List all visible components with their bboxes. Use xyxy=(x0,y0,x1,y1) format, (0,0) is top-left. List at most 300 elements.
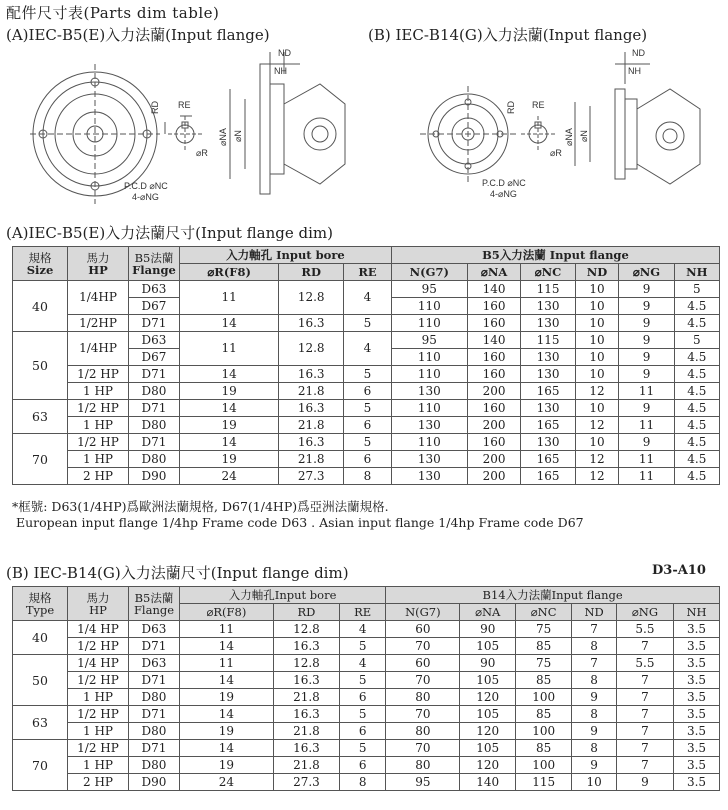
cell-n: 80 xyxy=(386,757,460,774)
cell-na: 120 xyxy=(460,723,515,740)
cell-flange: D90 xyxy=(129,774,180,791)
cell-nd: 8 xyxy=(572,740,617,757)
cell-flange: D71 xyxy=(129,740,180,757)
cell-na: 140 xyxy=(467,281,521,298)
cell-re: 5 xyxy=(340,672,386,689)
cell-rd: 21.8 xyxy=(279,417,344,434)
cell-r: 11 xyxy=(180,655,274,672)
cell-r: 14 xyxy=(180,434,279,451)
cell-flange: D67 xyxy=(129,349,180,366)
cell-re: 5 xyxy=(344,434,392,451)
cell-flange: D63 xyxy=(129,655,180,672)
cell-hp: 1/2 HP xyxy=(68,638,129,655)
cell-size: 63 xyxy=(13,706,68,740)
cell-na: 160 xyxy=(467,366,521,383)
cell-hp: 1 HP xyxy=(68,383,129,400)
table-row xyxy=(13,757,720,774)
cell-hp: 1/2 HP xyxy=(68,740,129,757)
cell-size: 63 xyxy=(13,400,68,434)
cell-flange: D63 xyxy=(129,621,180,638)
cell-nd: 9 xyxy=(572,757,617,774)
cell-hp: 1/4 HP xyxy=(68,655,129,672)
flange-drawing-a xyxy=(20,44,360,214)
cell-rd: 16.3 xyxy=(273,638,339,655)
label-r-b: ⌀R xyxy=(550,148,562,158)
cell-hp: 1/2 HP xyxy=(68,434,129,451)
cell-n: 130 xyxy=(391,468,467,485)
cell-r: 14 xyxy=(180,706,274,723)
cell-size: 50 xyxy=(13,655,68,706)
cell-flange: D63 xyxy=(129,332,180,349)
col-flange-b-en: Flange xyxy=(133,602,175,617)
cell-nh: 4.5 xyxy=(674,434,719,451)
cell-size: 50 xyxy=(13,332,68,400)
cell-re: 4 xyxy=(344,281,392,315)
cell-ng: 7 xyxy=(616,672,673,689)
col-size-en: Size xyxy=(26,262,54,277)
cell-nh: 3.5 xyxy=(673,621,719,638)
label-nd: ND xyxy=(278,48,291,58)
cell-rd: 21.8 xyxy=(273,757,339,774)
table-row xyxy=(13,672,720,689)
col-flange-b xyxy=(129,587,180,621)
group-input-flange: B5入力法蘭 Input flange xyxy=(391,247,719,264)
cell-nd: 9 xyxy=(572,689,617,706)
cell-ng: 7 xyxy=(616,638,673,655)
table-row xyxy=(13,400,720,417)
cell-na: 105 xyxy=(460,638,515,655)
label-na-b: ⌀NA xyxy=(564,128,574,146)
cell-nd: 10 xyxy=(575,298,619,315)
cell-re: 6 xyxy=(340,757,386,774)
cell-na: 160 xyxy=(467,298,521,315)
cell-nh: 4.5 xyxy=(674,366,719,383)
cell-hp: 1 HP xyxy=(68,451,129,468)
cell-n: 60 xyxy=(386,621,460,638)
table-a-title: (A)IEC-B5(E)入力法蘭尺寸(Input flange dim) xyxy=(6,224,334,242)
cell-r: 24 xyxy=(180,774,274,791)
col-size xyxy=(13,247,68,281)
cell-na: 120 xyxy=(460,757,515,774)
col-re-b: RE xyxy=(340,604,386,621)
cell-nd: 10 xyxy=(575,332,619,349)
cell-n: 70 xyxy=(386,638,460,655)
table-a xyxy=(12,246,720,485)
cell-ng: 9 xyxy=(619,315,674,332)
cell-r: 19 xyxy=(180,417,279,434)
cell-re: 6 xyxy=(344,383,392,400)
cell-rd: 21.8 xyxy=(279,451,344,468)
cell-ng: 9 xyxy=(616,774,673,791)
cell-hp: 1/2 HP xyxy=(68,400,129,417)
cell-hp: 1 HP xyxy=(68,417,129,434)
table-row xyxy=(13,621,720,638)
col-nh-b: NH xyxy=(673,604,719,621)
cell-na: 105 xyxy=(460,740,515,757)
cell-n: 80 xyxy=(386,723,460,740)
cell-r: 14 xyxy=(180,366,279,383)
cell-nh: 3.5 xyxy=(673,655,719,672)
cell-na: 160 xyxy=(467,434,521,451)
cell-na: 160 xyxy=(467,315,521,332)
cell-n: 130 xyxy=(391,451,467,468)
col-n: N(G7) xyxy=(391,264,467,281)
cell-re: 8 xyxy=(340,774,386,791)
cell-hp: 1/2HP xyxy=(68,315,129,332)
cell-nh: 5 xyxy=(674,332,719,349)
cell-ng: 9 xyxy=(619,349,674,366)
cell-ng: 11 xyxy=(619,451,674,468)
group-input-bore-b: 入力軸孔Input bore xyxy=(180,587,386,604)
cell-r: 19 xyxy=(180,451,279,468)
col-r-b: ⌀R(F8) xyxy=(180,604,274,621)
cell-nc: 130 xyxy=(521,366,575,383)
cell-rd: 16.3 xyxy=(279,434,344,451)
cell-ng: 11 xyxy=(619,468,674,485)
cell-ng: 9 xyxy=(619,366,674,383)
cell-ng: 11 xyxy=(619,383,674,400)
col-nc-b: ⌀NC xyxy=(515,604,571,621)
label-pcd-b: P.C.D ⌀NC xyxy=(482,178,526,188)
cell-hp: 1/4HP xyxy=(68,332,129,366)
page-code: D3-A10 xyxy=(652,563,706,578)
cell-nc: 100 xyxy=(515,689,571,706)
cell-nd: 12 xyxy=(575,383,619,400)
cell-hp: 1 HP xyxy=(68,723,129,740)
cell-nc: 130 xyxy=(521,434,575,451)
table-row xyxy=(13,315,720,332)
col-type-en: Type xyxy=(25,602,55,617)
cell-nc: 100 xyxy=(515,723,571,740)
cell-n: 130 xyxy=(391,417,467,434)
note-en: European input flange 1/4hp Frame code D63 . Asian input flange 1/4hp Frame code D67 xyxy=(16,515,584,530)
table-row xyxy=(13,366,720,383)
cell-nh: 4.5 xyxy=(674,349,719,366)
cell-n: 110 xyxy=(391,400,467,417)
cell-nc: 75 xyxy=(515,655,571,672)
col-ng: ⌀NG xyxy=(619,264,674,281)
cell-size: 40 xyxy=(13,621,68,655)
cell-nc: 85 xyxy=(515,706,571,723)
cell-re: 5 xyxy=(340,706,386,723)
cell-na: 160 xyxy=(467,349,521,366)
cell-n: 70 xyxy=(386,672,460,689)
table-row xyxy=(13,723,720,740)
col-nc: ⌀NC xyxy=(521,264,575,281)
table-row xyxy=(13,332,720,349)
cell-rd: 16.3 xyxy=(279,366,344,383)
cell-na: 200 xyxy=(467,468,521,485)
col-re: RE xyxy=(344,264,392,281)
cell-ng: 5.5 xyxy=(616,621,673,638)
cell-nc: 115 xyxy=(521,332,575,349)
label-na: ⌀NA xyxy=(218,128,228,146)
label-nd-b: ND xyxy=(632,48,645,58)
cell-flange: D71 xyxy=(129,706,180,723)
cell-na: 200 xyxy=(467,417,521,434)
cell-hp: 1/2 HP xyxy=(68,672,129,689)
cell-rd: 16.3 xyxy=(273,706,339,723)
label-nh-b: NH xyxy=(628,66,641,76)
cell-r: 19 xyxy=(180,383,279,400)
cell-rd: 21.8 xyxy=(273,723,339,740)
cell-flange: D71 xyxy=(129,434,180,451)
col-na-b: ⌀NA xyxy=(460,604,515,621)
cell-hp: 2 HP xyxy=(68,468,129,485)
flange-drawing-b xyxy=(400,44,720,214)
label-re-b: RE xyxy=(532,100,545,110)
table-row xyxy=(13,689,720,706)
cell-n: 95 xyxy=(386,774,460,791)
col-type-cn: 規格 xyxy=(28,590,52,605)
cell-r: 11 xyxy=(180,621,274,638)
cell-size: 40 xyxy=(13,281,68,332)
cell-nd: 8 xyxy=(572,672,617,689)
cell-rd: 16.3 xyxy=(279,400,344,417)
cell-nc: 165 xyxy=(521,417,575,434)
cell-nh: 4.5 xyxy=(674,451,719,468)
cell-flange: D80 xyxy=(129,689,180,706)
cell-ng: 7 xyxy=(616,757,673,774)
cell-hp: 1/2 HP xyxy=(68,366,129,383)
label-ng: 4-⌀NG xyxy=(132,192,159,202)
table-row xyxy=(13,706,720,723)
col-na: ⌀NA xyxy=(467,264,521,281)
col-flange xyxy=(129,247,180,281)
col-hp-cn: 馬力 xyxy=(86,250,110,265)
cell-nd: 10 xyxy=(575,434,619,451)
cell-rd: 27.3 xyxy=(273,774,339,791)
table-row xyxy=(13,638,720,655)
cell-flange: D80 xyxy=(129,451,180,468)
cell-nd: 12 xyxy=(575,468,619,485)
cell-nh: 5 xyxy=(674,281,719,298)
cell-nc: 130 xyxy=(521,349,575,366)
cell-ng: 5.5 xyxy=(616,655,673,672)
col-hp-en: HP xyxy=(88,262,108,277)
cell-hp: 1 HP xyxy=(68,757,129,774)
cell-re: 4 xyxy=(340,621,386,638)
cell-ng: 9 xyxy=(619,434,674,451)
cell-flange: D63 xyxy=(129,281,180,298)
cell-flange: D71 xyxy=(129,638,180,655)
col-flange-en: Flange xyxy=(132,262,176,277)
cell-ng: 7 xyxy=(616,740,673,757)
cell-nc: 115 xyxy=(521,281,575,298)
cell-size: 70 xyxy=(13,434,68,485)
cell-ng: 9 xyxy=(619,298,674,315)
table-row xyxy=(13,774,720,791)
cell-na: 90 xyxy=(460,655,515,672)
cell-n: 70 xyxy=(386,706,460,723)
cell-re: 5 xyxy=(344,315,392,332)
cell-n: 70 xyxy=(386,740,460,757)
cell-re: 4 xyxy=(344,332,392,366)
col-r: ⌀R(F8) xyxy=(180,264,279,281)
cell-nd: 10 xyxy=(575,315,619,332)
cell-rd: 12.8 xyxy=(279,281,344,315)
label-r: ⌀R xyxy=(196,148,208,158)
cell-ng: 9 xyxy=(619,281,674,298)
label-n-b: ⌀N xyxy=(579,130,589,142)
cell-flange: D80 xyxy=(129,723,180,740)
cell-na: 90 xyxy=(460,621,515,638)
table-row xyxy=(13,383,720,400)
cell-r: 19 xyxy=(180,757,274,774)
cell-flange: D71 xyxy=(129,315,180,332)
table-row xyxy=(13,417,720,434)
cell-nd: 9 xyxy=(572,723,617,740)
cell-flange: D90 xyxy=(129,468,180,485)
cell-na: 200 xyxy=(467,383,521,400)
cell-nh: 3.5 xyxy=(673,740,719,757)
cell-n: 80 xyxy=(386,689,460,706)
cell-nd: 12 xyxy=(575,417,619,434)
cell-r: 14 xyxy=(180,638,274,655)
col-ng-b: ⌀NG xyxy=(616,604,673,621)
note-cn: *框號: D63(1/4HP)爲歐洲法蘭規格, D67(1/4HP)爲亞洲法蘭規格. xyxy=(12,499,389,514)
cell-r: 19 xyxy=(180,723,274,740)
cell-nh: 3.5 xyxy=(673,672,719,689)
col-nh: NH xyxy=(674,264,719,281)
label-n: ⌀N xyxy=(233,130,243,142)
cell-nh: 4.5 xyxy=(674,315,719,332)
cell-nc: 100 xyxy=(515,757,571,774)
col-rd-b: RD xyxy=(273,604,339,621)
cell-na: 200 xyxy=(467,451,521,468)
cell-r: 14 xyxy=(180,315,279,332)
cell-n: 110 xyxy=(391,315,467,332)
cell-re: 5 xyxy=(344,400,392,417)
label-pcd: P.C.D ⌀NC xyxy=(124,181,168,191)
cell-nh: 4.5 xyxy=(674,417,719,434)
cell-n: 60 xyxy=(386,655,460,672)
col-type xyxy=(13,587,68,621)
label-re: RE xyxy=(178,100,191,110)
label-rd: RD xyxy=(150,101,160,114)
cell-nh: 3.5 xyxy=(673,774,719,791)
cell-r: 14 xyxy=(180,740,274,757)
cell-nc: 165 xyxy=(521,451,575,468)
cell-nc: 165 xyxy=(521,468,575,485)
section-b-title: (B) IEC-B14(G)入力法蘭(Input flange) xyxy=(368,26,648,44)
cell-re: 5 xyxy=(340,740,386,757)
cell-na: 140 xyxy=(467,332,521,349)
cell-nd: 10 xyxy=(575,400,619,417)
cell-size: 70 xyxy=(13,740,68,791)
cell-nd: 10 xyxy=(575,349,619,366)
cell-rd: 16.3 xyxy=(273,740,339,757)
cell-nd: 10 xyxy=(575,281,619,298)
cell-nc: 85 xyxy=(515,672,571,689)
cell-nd: 7 xyxy=(572,621,617,638)
cell-r: 11 xyxy=(180,332,279,366)
table-row xyxy=(13,468,720,485)
cell-re: 5 xyxy=(344,366,392,383)
cell-r: 14 xyxy=(180,400,279,417)
table-row xyxy=(13,740,720,757)
cell-nh: 3.5 xyxy=(673,723,719,740)
table-row xyxy=(13,451,720,468)
cell-re: 4 xyxy=(340,655,386,672)
cell-re: 8 xyxy=(344,468,392,485)
label-nh: NH xyxy=(274,66,287,76)
cell-nc: 85 xyxy=(515,740,571,757)
cell-n: 110 xyxy=(391,366,467,383)
cell-hp: 1/4 HP xyxy=(68,621,129,638)
cell-nh: 4.5 xyxy=(674,400,719,417)
col-size-cn: 規格 xyxy=(28,250,52,265)
cell-nc: 130 xyxy=(521,315,575,332)
cell-re: 6 xyxy=(340,723,386,740)
cell-flange: D80 xyxy=(129,383,180,400)
cell-nh: 3.5 xyxy=(673,706,719,723)
col-flange-cn: B5法蘭 xyxy=(134,250,174,265)
cell-nh: 4.5 xyxy=(674,298,719,315)
col-hp xyxy=(68,247,129,281)
cell-nh: 4.5 xyxy=(674,383,719,400)
cell-r: 11 xyxy=(180,281,279,315)
cell-nh: 3.5 xyxy=(673,638,719,655)
cell-nc: 130 xyxy=(521,298,575,315)
cell-nd: 8 xyxy=(572,706,617,723)
cell-n: 95 xyxy=(391,281,467,298)
cell-flange: D71 xyxy=(129,400,180,417)
col-n-b: N(G7) xyxy=(386,604,460,621)
cell-re: 6 xyxy=(340,689,386,706)
cell-flange: D67 xyxy=(129,298,180,315)
cell-nh: 4.5 xyxy=(674,468,719,485)
cell-n: 130 xyxy=(391,383,467,400)
col-nd: ND xyxy=(575,264,619,281)
section-a-title: (A)IEC-B5(E)入力法蘭(Input flange) xyxy=(6,26,270,44)
table-row xyxy=(13,434,720,451)
cell-nh: 3.5 xyxy=(673,757,719,774)
cell-nh: 3.5 xyxy=(673,689,719,706)
cell-rd: 27.3 xyxy=(279,468,344,485)
cell-r: 14 xyxy=(180,672,274,689)
cell-na: 105 xyxy=(460,706,515,723)
cell-flange: D71 xyxy=(129,672,180,689)
cell-n: 110 xyxy=(391,349,467,366)
cell-rd: 21.8 xyxy=(279,383,344,400)
cell-na: 105 xyxy=(460,672,515,689)
cell-ng: 7 xyxy=(616,689,673,706)
cell-flange: D80 xyxy=(129,417,180,434)
cell-rd: 16.3 xyxy=(279,315,344,332)
cell-na: 120 xyxy=(460,689,515,706)
cell-rd: 21.8 xyxy=(273,689,339,706)
cell-n: 110 xyxy=(391,298,467,315)
cell-nc: 75 xyxy=(515,621,571,638)
cell-n: 110 xyxy=(391,434,467,451)
cell-ng: 7 xyxy=(616,706,673,723)
table-b-title: (B) IEC-B14(G)入力法蘭尺寸(Input flange dim) xyxy=(6,564,349,582)
cell-hp: 1/4HP xyxy=(68,281,129,315)
cell-ng: 7 xyxy=(616,723,673,740)
col-hp-b xyxy=(68,587,129,621)
cell-nc: 165 xyxy=(521,383,575,400)
cell-rd: 12.8 xyxy=(273,621,339,638)
group-input-bore: 入力軸孔 Input bore xyxy=(180,247,392,264)
cell-ng: 9 xyxy=(619,400,674,417)
cell-nd: 10 xyxy=(572,774,617,791)
cell-re: 5 xyxy=(340,638,386,655)
page-title: 配件尺寸表(Parts dim table) xyxy=(6,4,220,22)
cell-nd: 10 xyxy=(575,366,619,383)
group-input-flange-b: B14入力法蘭Input flange xyxy=(386,587,720,604)
cell-nc: 130 xyxy=(521,400,575,417)
